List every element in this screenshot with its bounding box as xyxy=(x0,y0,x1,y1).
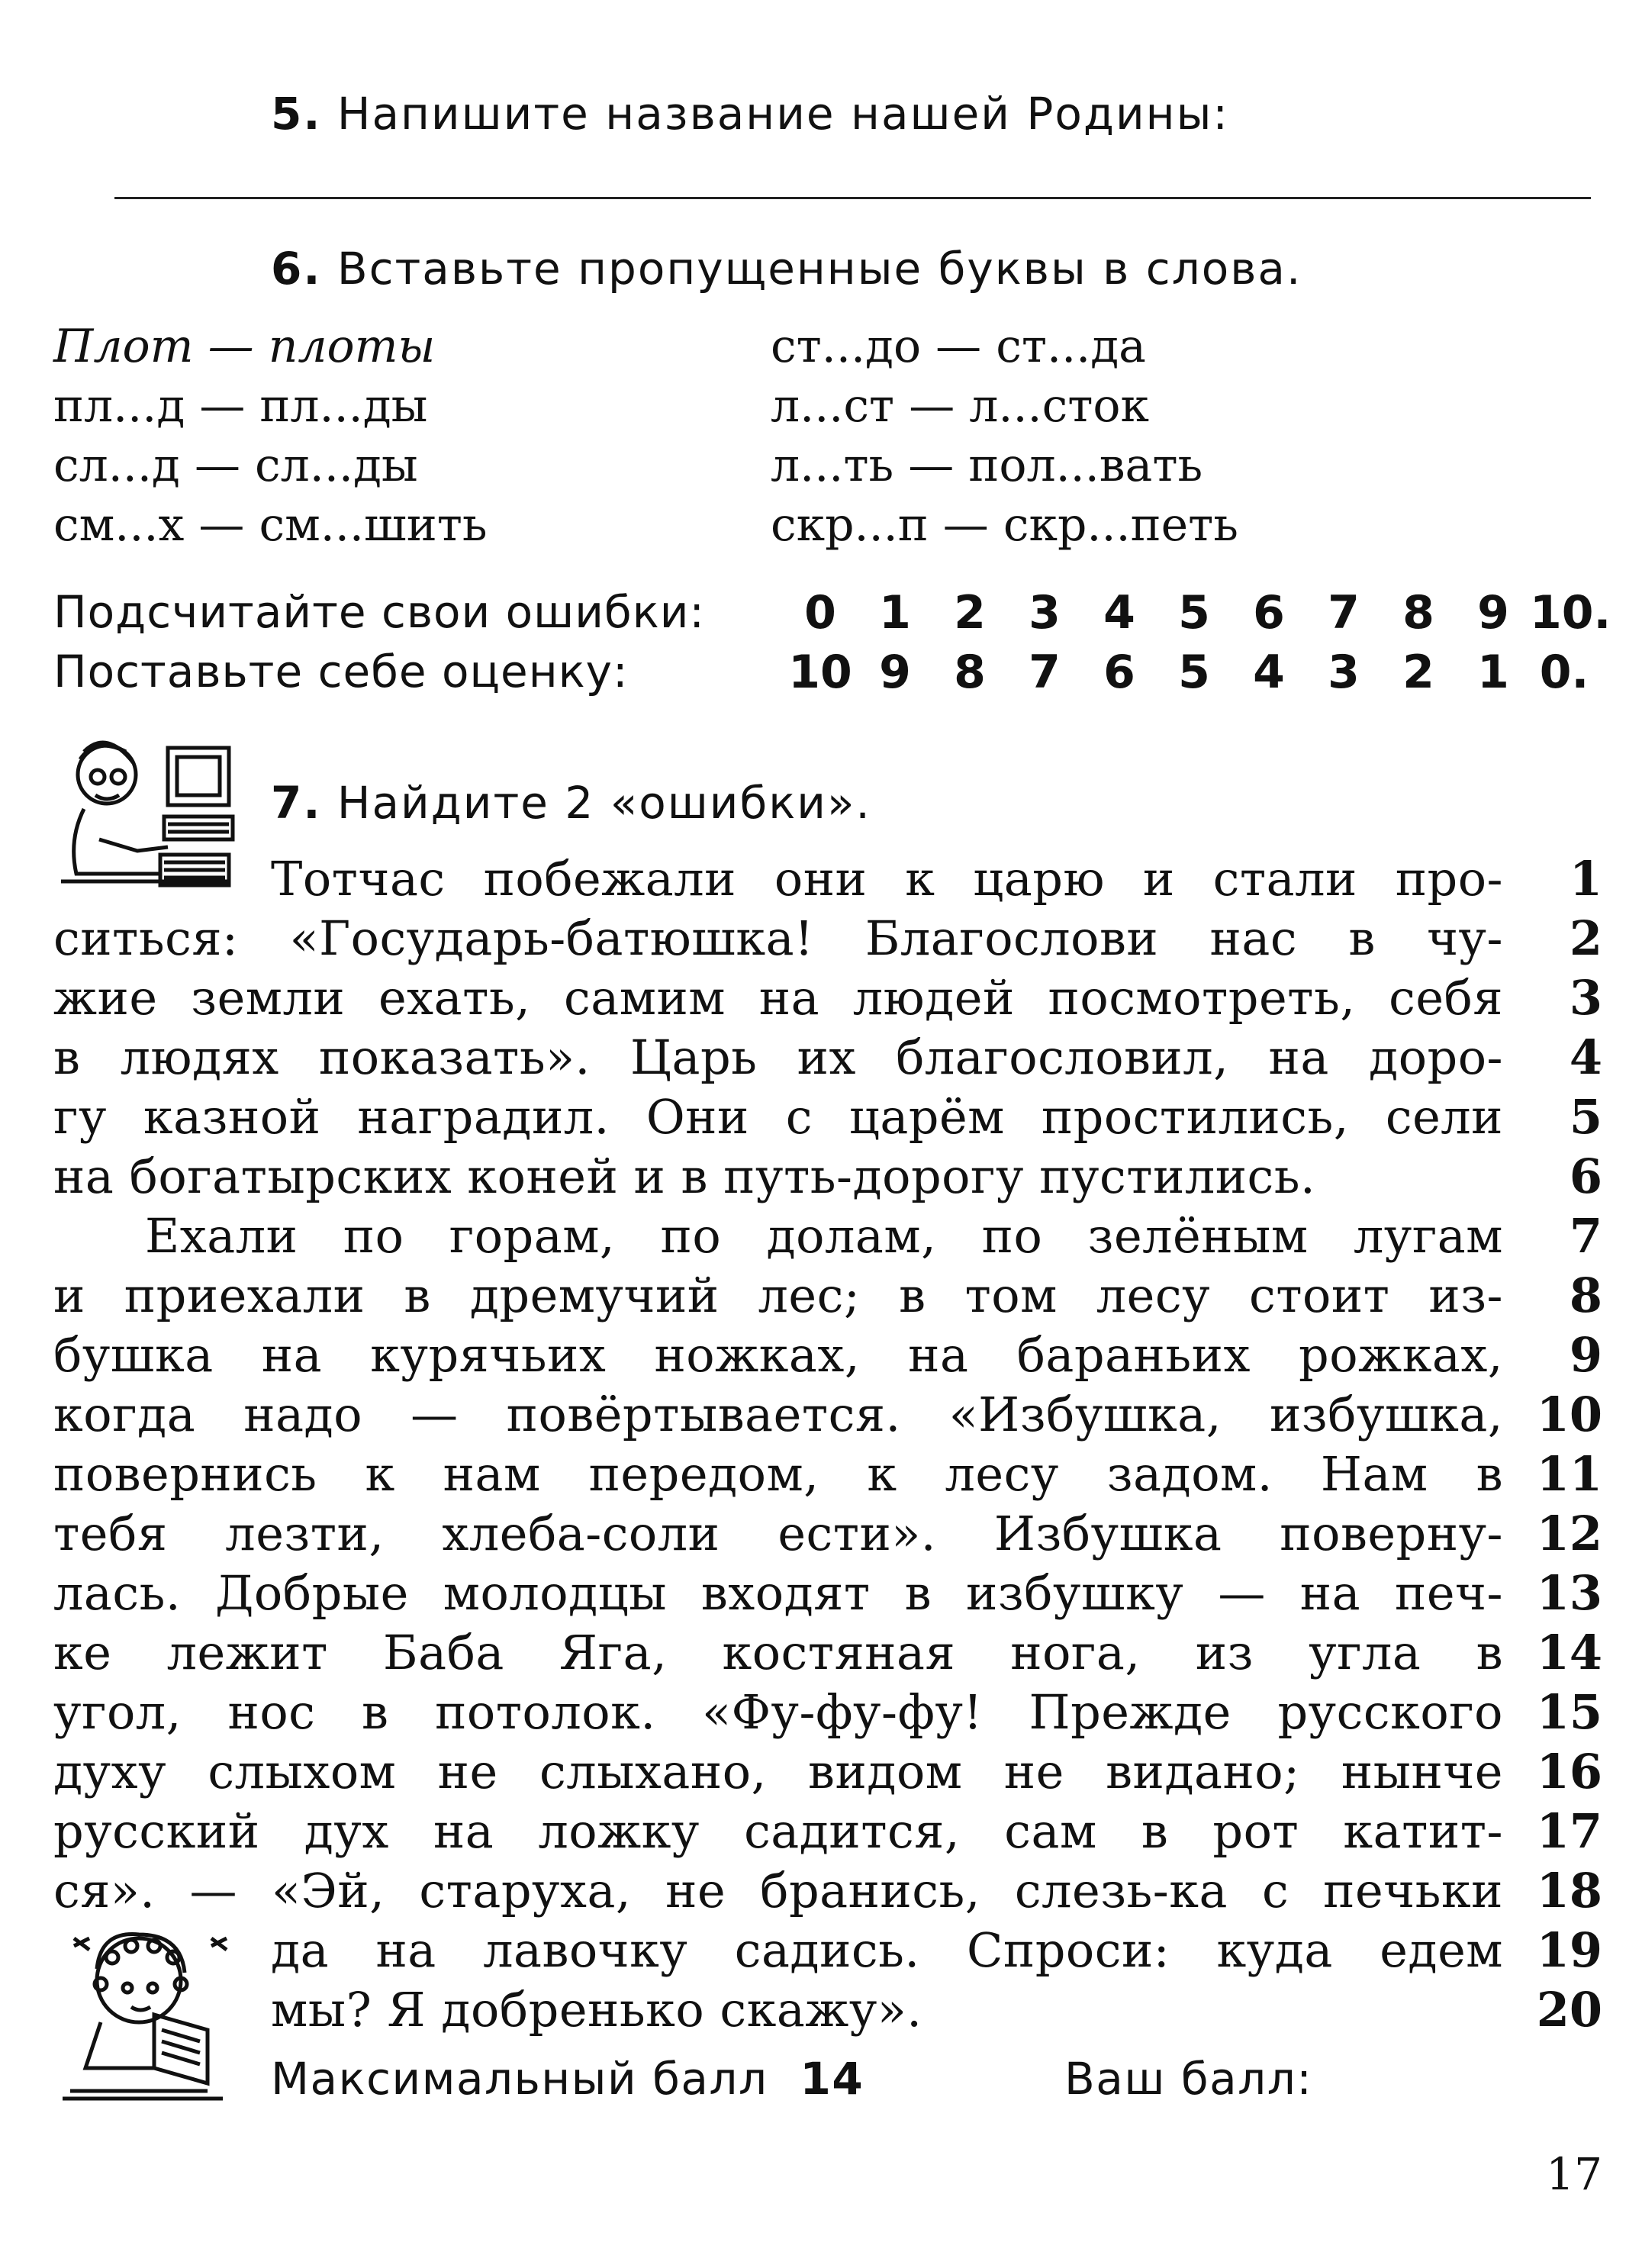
text-line: ке лежит Баба Яга, костяная нога, из угла в xyxy=(53,1625,1503,1680)
grade-value: 4 xyxy=(1253,646,1285,699)
line-number: 9 xyxy=(1569,1327,1602,1383)
word-pair: сл...д — сл...ды xyxy=(53,439,418,492)
page-number: 17 xyxy=(1546,2148,1602,2200)
text-line: на богатырских коней и в путь-дорогу пустились. xyxy=(53,1148,1316,1204)
line-number: 6 xyxy=(1569,1148,1602,1204)
task6-number: 6. xyxy=(271,243,322,295)
grade-value: 5 xyxy=(1178,646,1210,699)
text-line: жие земли ехать, самим на людей посмотреть, себя xyxy=(53,970,1503,1026)
text-line: тебя лезти, хлеба-соли ести». Избушка поверну- xyxy=(53,1506,1503,1561)
grades-label: Поставьте себе оценку: xyxy=(53,646,629,697)
line-number: 7 xyxy=(1569,1208,1602,1264)
text-line: повернись к нам передом, к лесу задом. Нам в xyxy=(53,1446,1503,1502)
line-number: 12 xyxy=(1536,1506,1602,1561)
errors-value: 5 xyxy=(1178,586,1210,639)
grade-value: 8 xyxy=(954,646,986,699)
line-number: 16 xyxy=(1536,1744,1602,1799)
text-line: русский дух на ложку садится, сам в рот катит- xyxy=(53,1803,1503,1859)
line-number: 13 xyxy=(1536,1565,1602,1621)
your-score-label: Ваш балл: xyxy=(1064,2053,1313,2105)
errors-value: 7 xyxy=(1328,586,1360,639)
task6-heading xyxy=(271,243,1302,295)
line-number: 19 xyxy=(1536,1922,1602,1978)
max-score-value: 14 xyxy=(800,2053,864,2105)
line-number: 11 xyxy=(1536,1446,1602,1502)
text-line: Тотчас побежали они к царю и стали про- xyxy=(271,851,1503,907)
task5-heading xyxy=(271,88,1229,140)
word-pair: скр...п — скр...петь xyxy=(771,498,1238,552)
line-number: 5 xyxy=(1569,1089,1602,1145)
task5-number: 5. xyxy=(271,88,322,140)
task6-left-column xyxy=(53,317,488,555)
task5-text: Напишите название нашей Родины: xyxy=(336,88,1229,140)
errors-value: 6 xyxy=(1253,586,1285,639)
line-number: 15 xyxy=(1536,1684,1602,1740)
girl-reading-icon xyxy=(55,1915,238,2114)
errors-value: 8 xyxy=(1402,586,1434,639)
line-number: 17 xyxy=(1536,1803,1602,1859)
errors-value: 2 xyxy=(954,586,986,639)
task6-right-column xyxy=(771,317,1238,555)
grade-value: 10 xyxy=(788,646,852,699)
task7-number: 7. xyxy=(271,777,322,829)
line-number: 18 xyxy=(1536,1863,1602,1918)
text-line: ся». — «Эй, старуха, не бранись, слезь-ка с печьки xyxy=(53,1863,1503,1918)
text-line: мы? Я добренько скажу». xyxy=(271,1982,922,2038)
word-pair: пл...д — пл...ды xyxy=(53,379,428,433)
line-number: 14 xyxy=(1536,1625,1602,1680)
task6-text: Вставьте пропущенные буквы в слова. xyxy=(336,243,1302,295)
errors-row xyxy=(53,586,1611,647)
line-number: 10 xyxy=(1536,1387,1602,1442)
max-score xyxy=(271,2053,864,2105)
errors-label: Подсчитайте свои ошибки: xyxy=(53,586,705,638)
grade-value: 6 xyxy=(1103,646,1135,699)
grades-row xyxy=(53,646,1602,707)
text-line: когда надо — повёртывается. «Избушка, избушка, xyxy=(53,1387,1503,1442)
text-line: духу слыхом не слыхано, видом не видано; нынче xyxy=(53,1744,1503,1799)
text-line: гу казной наградил. Они с царём простились, сели xyxy=(53,1089,1503,1145)
task7-text: Найдите 2 «ошибки». xyxy=(336,777,871,829)
errors-value: 1 xyxy=(879,586,911,639)
word-pair: ст...до — ст...да xyxy=(771,320,1146,373)
text-line: да на лавочку садись. Спроси: куда едем xyxy=(271,1922,1503,1978)
max-score-label: Максимальный балл xyxy=(271,2053,768,2105)
text-line: Ехали по горам, по долам, по зелёным лугам xyxy=(145,1208,1503,1264)
line-number: 2 xyxy=(1569,910,1602,966)
answer-line xyxy=(114,197,1591,199)
text-line: и приехали в дремучий лес; в том лесу стоит из- xyxy=(53,1268,1503,1323)
word-pair: л...ст — л...сток xyxy=(771,379,1150,433)
task7-heading xyxy=(271,777,871,829)
line-number: 1 xyxy=(1569,851,1602,907)
line-number: 20 xyxy=(1536,1982,1602,2038)
errors-value: 3 xyxy=(1029,586,1061,639)
grade-value: 9 xyxy=(879,646,911,699)
text-line: бушка на курячьих ножках, на бараньих рожках, xyxy=(53,1327,1503,1383)
word-pair: л...ть — пол...вать xyxy=(771,439,1203,492)
errors-value: 9 xyxy=(1477,586,1509,639)
text-line: ситься: «Государь-батюшка! Благослови нас в чу- xyxy=(53,910,1503,966)
word-pair: Плот — плоты xyxy=(53,320,436,373)
text-line: в людях показать». Царь их благословил, на доро- xyxy=(53,1029,1503,1085)
line-number: 3 xyxy=(1569,970,1602,1026)
text-line: лась. Добрые молодцы входят в избушку — на печ- xyxy=(53,1565,1503,1621)
word-pair: см...х — см...шить xyxy=(53,498,488,552)
grade-value: 2 xyxy=(1402,646,1434,699)
errors-value: 4 xyxy=(1103,586,1135,639)
line-number: 8 xyxy=(1569,1268,1602,1323)
line-number: 4 xyxy=(1569,1029,1602,1085)
text-line: угол, нос в потолок. «Фу-фу-фу! Прежде русского xyxy=(53,1684,1503,1740)
grade-value: 1 xyxy=(1477,646,1509,699)
boy-at-computer-icon xyxy=(53,733,237,900)
grade-value: 7 xyxy=(1029,646,1061,699)
errors-value: 0 xyxy=(804,586,836,639)
grade-value: 3 xyxy=(1328,646,1360,699)
errors-value: 10. xyxy=(1530,586,1611,639)
grade-value: 0. xyxy=(1539,646,1589,699)
